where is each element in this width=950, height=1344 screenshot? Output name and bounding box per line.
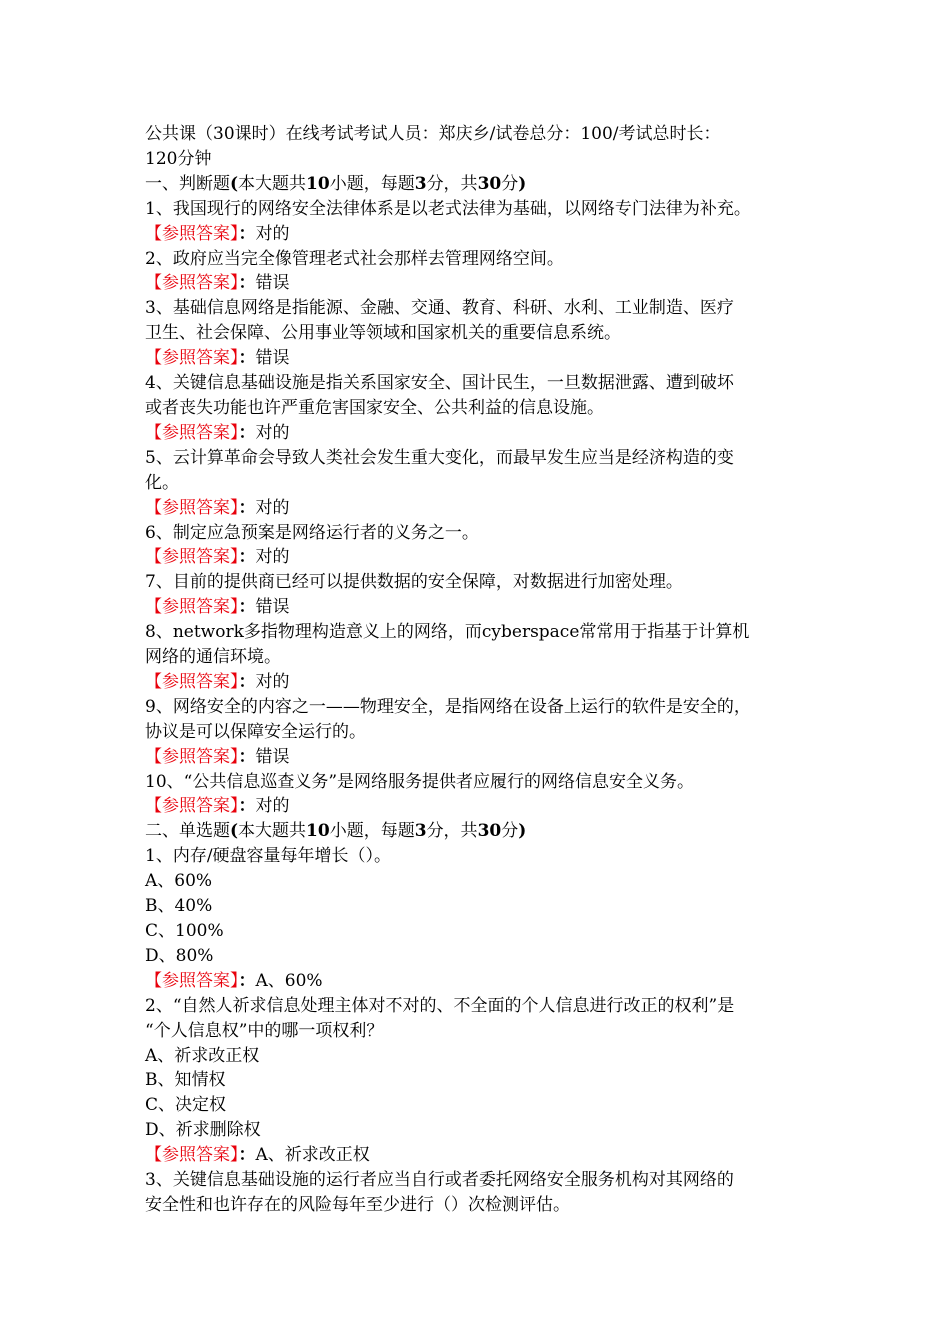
- answer-label: 【参照答案】: [145, 671, 239, 692]
- question-text: 2、政府应当完全像管理老式社会那样去管理网络空间。: [145, 248, 564, 269]
- question-text: 3、关键信息基础设施的运行者应当自行或者委托网络安全服务机构对其网络的: [145, 1170, 734, 1191]
- question-text: 10、“公共信息巡查义务”是网络服务提供者应履行的网络信息安全义务。: [145, 771, 695, 792]
- question-text-cont: 卫生、社会保障、公用事业等领域和国家机关的重要信息系统。: [145, 323, 621, 344]
- answer-line: 【参照答案】：对的: [145, 547, 290, 568]
- answer-line: 【参照答案】：错误: [145, 273, 290, 294]
- answer-label: 【参照答案】: [145, 422, 239, 443]
- answer-label: 【参照答案】: [145, 597, 239, 618]
- answer-value: 对的: [255, 547, 290, 568]
- answer-line: 【参照答案】：错误: [145, 597, 290, 618]
- answer-label: 【参照答案】: [145, 1145, 239, 1166]
- answer-line: 【参照答案】：对的: [145, 223, 290, 244]
- option-a: A、祈求改正权: [145, 1045, 260, 1066]
- option-c: C、决定权: [145, 1095, 227, 1116]
- answer-line: 【参照答案】：错误: [145, 746, 290, 767]
- answer-label: 【参照答案】: [145, 223, 239, 244]
- answer-line: 【参照答案】：对的: [145, 671, 290, 692]
- question-text-cont: 网络的通信环境。: [145, 647, 281, 668]
- question-text-cont: “个人信息权”中的哪一项权利？: [145, 1020, 384, 1041]
- answer-value: 错误: [255, 348, 290, 369]
- section-heading-single: 二、单选题(本大题共10小题，每题3分，共30分): [145, 821, 527, 842]
- answer-value: A、60%: [255, 970, 323, 991]
- answer-label: 【参照答案】: [145, 970, 239, 991]
- answer-value: 错误: [255, 273, 290, 294]
- answer-label: 【参照答案】: [145, 348, 239, 369]
- answer-label: 【参照答案】: [145, 497, 239, 518]
- question-text: 2、“自然人祈求信息处理主体对不对的、不全面的个人信息进行改正的权利”是: [145, 995, 735, 1016]
- exam-header-line1: 公共课（30课时）在线考试考试人员：郑庆乡/试卷总分：100/考试总时长：: [145, 124, 721, 144]
- question-text: 1、我国现行的网络安全法律体系是以老式法律为基础，以网络专门法律为补充。: [145, 198, 751, 219]
- document-page: [145, 122, 815, 1218]
- option-d: D、祈求删除权: [145, 1120, 261, 1141]
- answer-line: 【参照答案】：对的: [145, 796, 290, 817]
- answer-value: 错误: [255, 597, 290, 618]
- option-d: D、80%: [145, 945, 214, 966]
- answer-value: 对的: [255, 671, 290, 692]
- answer-line: 【参照答案】：对的: [145, 422, 290, 443]
- answer-value: 错误: [255, 746, 290, 767]
- answer-value: 对的: [255, 497, 290, 518]
- option-b: B、40%: [145, 896, 213, 917]
- question-text: 9、网络安全的内容之一——物理安全，是指网络在设备上运行的软件是安全的，: [145, 696, 751, 717]
- answer-label: 【参照答案】: [145, 547, 239, 568]
- answer-label: 【参照答案】: [145, 796, 239, 817]
- question-text: 4、关键信息基础设施是指关系国家安全、国计民生，一旦数据泄露、遭到破坏: [145, 373, 734, 394]
- question-text: 8、network多指物理构造意义上的网络，而cyberspace常常用于指基于计算机: [145, 622, 750, 643]
- question-text-cont: 安全性和也许存在的风险每年至少进行（）次检测评估。: [145, 1194, 570, 1215]
- answer-value: 对的: [255, 796, 290, 817]
- question-text: 1、内存/硬盘容量每年增长（）。: [145, 846, 392, 867]
- question-text: 5、云计算革命会导致人类社会发生重大变化，而最早发生应当是经济构造的变: [145, 447, 734, 468]
- answer-line: 【参照答案】：错误: [145, 348, 290, 369]
- answer-line: 【参照答案】：A、60%: [145, 970, 323, 991]
- section-heading-judge: 一、判断题(本大题共10小题，每题3分，共30分): [145, 173, 527, 194]
- answer-line: 【参照答案】：对的: [145, 497, 290, 518]
- option-a: A、60%: [145, 871, 213, 892]
- question-text-cont: 协议是可以保障安全运行的。: [145, 721, 366, 742]
- question-text: 6、制定应急预案是网络运行者的义务之一。: [145, 522, 479, 543]
- answer-value: A、祈求改正权: [255, 1145, 370, 1166]
- answer-label: 【参照答案】: [145, 746, 239, 767]
- answer-label: 【参照答案】: [145, 273, 239, 294]
- question-text-cont: 化。: [145, 472, 179, 493]
- exam-header-line2: 120分钟: [145, 148, 212, 169]
- answer-line: 【参照答案】：A、祈求改正权: [145, 1145, 370, 1166]
- question-text: 3、基础信息网络是指能源、金融、交通、教育、科研、水利、工业制造、医疗: [145, 298, 734, 319]
- option-b: B、知情权: [145, 1070, 226, 1091]
- answer-value: 对的: [255, 422, 290, 443]
- question-text-cont: 或者丧失功能也许严重危害国家安全、公共利益的信息设施。: [145, 397, 604, 418]
- option-c: C、100%: [145, 921, 224, 941]
- answer-value: 对的: [255, 223, 290, 244]
- question-text: 7、目前的提供商已经可以提供数据的安全保障，对数据进行加密处理。: [145, 572, 683, 593]
